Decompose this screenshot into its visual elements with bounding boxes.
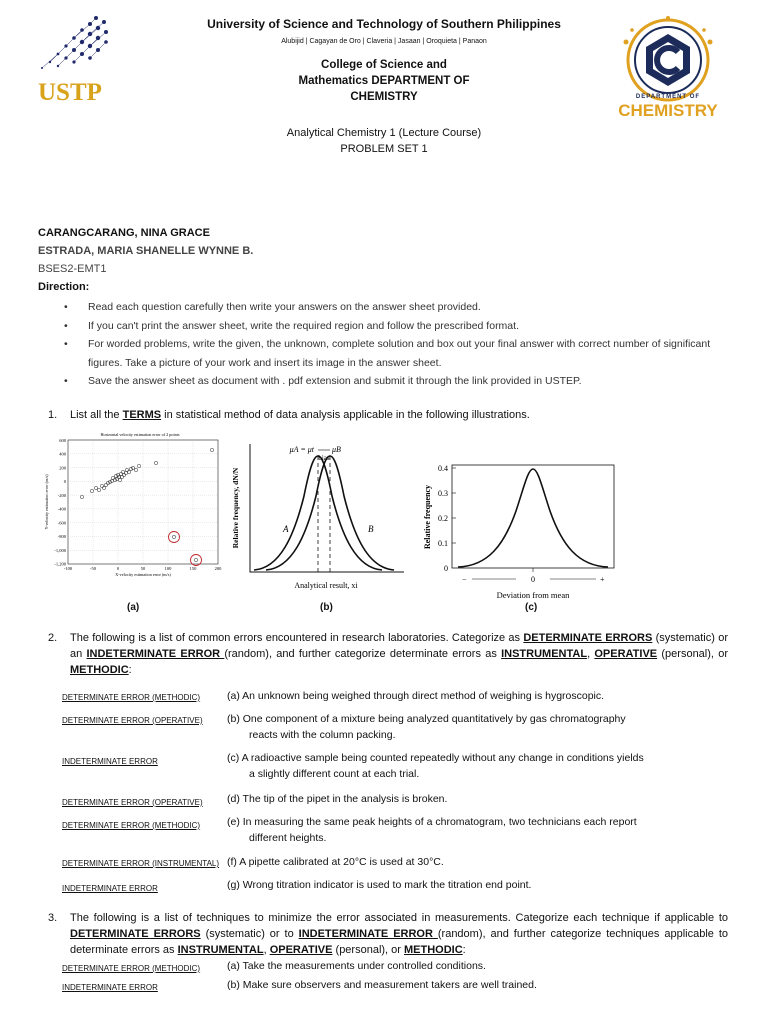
q2-text-3: (random), and further categorize determinate errors as [224, 648, 502, 660]
figure-c-normal-curve [418, 455, 618, 605]
figure-b-plot-frame [250, 444, 404, 572]
figure-a-ytick: 400 [59, 451, 66, 457]
keyword-determinate: DETERMINATE ERRORS [523, 632, 653, 644]
keyword-determinate: DETERMINATE ERRORS [70, 928, 201, 940]
figure-a-ytick: -800 [57, 534, 66, 540]
question-text [48, 630, 728, 678]
answer-label: INDETERMINATE ERROR [62, 884, 158, 893]
figure-a-ytick: 600 [59, 438, 66, 443]
direction-item: • If you can't print the answer sheet, write the required region and follow the prescribed format. [62, 317, 712, 336]
q2-text-1: The following is a list of common errors encountered in research laboratories. Categorize as [70, 632, 524, 644]
direction-item: • For worded problems, write the given, the unknown, complete solution and box out your final answer with correct number of significant figures. Take a picture of your work and insert its image in the answer sheet. [62, 335, 712, 372]
answer-label: INDETERMINATE ERROR [62, 983, 158, 992]
logo-ring-text: DEPARTMENT OF [635, 94, 701, 100]
figure-c-minus: − [462, 575, 467, 584]
item-line: (f) A pipette calibrated at 20°C is used at 30°C. [227, 856, 444, 868]
answer-label: DETERMINATE ERROR (METHODIC) [62, 821, 201, 830]
item-line: (e) In measuring the same peak heights of a chromatogram, two technicians each report [227, 816, 637, 828]
item-line-continued: different heights. [249, 831, 327, 844]
figure-a-caption: (a) [127, 602, 140, 613]
q3-text-3: (random), and further categorize techniques applicable to determinate errors as [70, 928, 728, 956]
question-text [48, 407, 728, 423]
question-text [48, 910, 728, 958]
figure-a-ytick: -600 [57, 520, 66, 526]
q2-text-4: , [587, 648, 595, 660]
figure-a-xtick: 0 [116, 566, 120, 571]
figure-a-ytick: -1,200 [54, 561, 66, 567]
figure-c-xlabel: Deviation from mean [496, 590, 570, 600]
q2-text-5: (personal), or [657, 648, 728, 660]
answer-label: DETERMINATE ERROR (METHODIC) [62, 693, 201, 702]
figure-b-bias-label: bias [318, 454, 330, 462]
direction-item: • Save the answer sheet as document with . pdf extension and submit it through the link provided in USTEP. [62, 372, 712, 391]
answer-label: DETERMINATE ERROR (OPERATIVE) [62, 716, 203, 725]
item-line: (d) The tip of the pipet in the analysis is broken. [227, 793, 448, 805]
figure-a-outlier-markers [169, 532, 202, 566]
student-name-2: ESTRADA, MARIA SHANELLE WYNNE B. [38, 245, 254, 257]
figure-c-plus: + [600, 575, 605, 584]
answer-label: INDETERMINATE ERROR [62, 757, 158, 766]
course-title: Analytical Chemistry 1 (Lecture Course) [286, 127, 482, 139]
problem-set-title: PROBLEM SET 1 [340, 143, 428, 155]
ustp-logo-text: USTP [38, 79, 102, 104]
figure-a-ytick: -400 [57, 506, 66, 512]
figure-b-caption: (b) [320, 602, 333, 613]
q3-text-2: (systematic) or to [200, 928, 299, 940]
figure-c-ytick: 0.1 [438, 539, 448, 548]
college-department [0, 57, 768, 105]
figure-a-points [80, 448, 213, 561]
figure-a-ytick: -200 [57, 492, 66, 498]
question-number: 3. [48, 912, 58, 924]
keyword-operative: OPERATIVE [594, 648, 658, 660]
terms-keyword: TERMS [122, 409, 162, 421]
question-number: 2. [48, 632, 58, 644]
item-line: (b) One component of a mixture being analyzed quantitatively by gas chromatography [227, 713, 626, 725]
figure-a-ytick: 0 [63, 479, 66, 484]
section-code: BSES2-EMT1 [38, 263, 107, 275]
item-text [227, 689, 727, 705]
figure-c-ytick: 0.3 [438, 489, 448, 498]
college-line-2: Mathematics DEPARTMENT OF [298, 75, 470, 87]
item-line: (g) Wrong titration indicator is used to mark the titration end point. [227, 879, 532, 891]
item-text [227, 751, 727, 782]
chemistry-logo-text: CHEMISTRY [618, 101, 718, 120]
figure-b-curve-a-label: A [283, 524, 289, 534]
figure-b-mu-b: μB [332, 445, 341, 454]
figure-a-xtick: 150 [189, 566, 197, 571]
keyword-instrumental: INSTRUMENTAL [501, 648, 588, 660]
figure-b-curve-b-label: B [368, 524, 374, 534]
figure-c-curve [458, 469, 608, 567]
figure-c-ytick: 0.4 [438, 464, 448, 473]
figure-a-grid [68, 440, 218, 564]
item-text [227, 712, 727, 743]
figure-b-ylabel: Relative frequency, dN/N [231, 467, 240, 549]
item-text [227, 855, 727, 871]
q3-text-6: : [462, 944, 466, 956]
q1-text-post: in statistical method of data analysis applicable in the following illustrations. [161, 409, 530, 421]
keyword-methodic: METHODIC [404, 944, 463, 956]
item-line-continued: a slightly different count at each trial. [249, 767, 420, 780]
keyword-indeterminate: INDETERMINATE ERROR [86, 648, 225, 660]
direction-item: • Read each question carefully then write your answers on the answer sheet provided. [62, 298, 712, 317]
university-name: University of Science and Technology of Southern Philippines [207, 17, 561, 31]
figure-a-xtick: -100 [63, 566, 73, 571]
college-line-1: College of Science and [321, 59, 447, 71]
answer-label: DETERMINATE ERROR (OPERATIVE) [62, 798, 203, 807]
item-line: (a) Take the measurements under controlled conditions. [227, 960, 486, 972]
item-line-continued: reacts with the column packing. [249, 728, 396, 741]
figure-b-bias-curves [228, 436, 406, 596]
figure-a-xlabel: X-velocity estimation error (m/s) [115, 572, 171, 577]
item-line: (b) Make sure observers and measurement takers are well trained. [227, 979, 537, 991]
figure-c-ytick: 0.2 [438, 514, 448, 523]
answer-label: DETERMINATE ERROR (INSTRUMENTAL) [62, 859, 220, 868]
figure-c-caption: (c) [525, 602, 538, 613]
item-text [227, 878, 727, 894]
directions-label: Direction: [38, 281, 90, 293]
figure-a-xtick: 200 [214, 566, 222, 571]
question-2 [48, 630, 728, 678]
question-number: 1. [48, 409, 58, 421]
figure-a-xtick: 50 [140, 566, 146, 571]
figure-b-mu-a: μA = μt [289, 445, 314, 454]
item-text [227, 959, 727, 975]
figure-c-plot-frame [452, 465, 614, 568]
college-line-3: CHEMISTRY [350, 91, 418, 103]
campus-list: Alubijid | Cagayan de Oro | Claveria | Jasaan | Oroquieta | Panaon [281, 38, 487, 45]
question-1 [48, 407, 728, 423]
keyword-methodic: METHODIC [70, 664, 129, 676]
figure-c-center-tick: 0 [531, 575, 535, 584]
figure-a-ytick: -1,000 [54, 547, 66, 553]
item-text [227, 978, 727, 994]
q1-text-pre: List all the [70, 409, 123, 421]
figure-c-ylabel: Relative frequency [423, 484, 432, 550]
figure-a-title: Horizontal velocity estimation error of 2 points [100, 432, 180, 437]
figure-a-ylabel: Y-velocity estimation error (m/s) [44, 474, 49, 530]
answer-label: DETERMINATE ERROR (METHODIC) [62, 964, 201, 973]
item-text [227, 815, 727, 846]
figure-a-ytick: 200 [59, 465, 66, 471]
keyword-indeterminate: INDETERMINATE ERROR [298, 928, 438, 940]
figure-b-xlabel: Analytical result, xi [294, 581, 358, 590]
q2-text-2: (systematic) or an [70, 632, 728, 660]
keyword-operative: OPERATIVE [269, 944, 333, 956]
item-text [227, 792, 727, 808]
figure-a-xtick: 100 [164, 566, 172, 571]
figure-a-scatter-plot [36, 428, 224, 578]
q3-text-1: The following is a list of techniques to minimize the error associated in measurements. Categorize each technique if applicable to [70, 912, 728, 924]
item-line: (a) An unknown being weighed through direct method of weighing is hygroscopic. [227, 690, 605, 702]
figure-c-ytick: 0 [444, 564, 448, 573]
student-name-1: CARANGCARANG, NINA GRACE [38, 227, 210, 239]
keyword-instrumental: INSTRUMENTAL [177, 944, 264, 956]
question-3 [48, 910, 728, 958]
q2-text-6: : [128, 664, 132, 676]
q3-text-5: (personal), or [332, 944, 404, 956]
item-line: (c) A radioactive sample being counted repeatedly without any change in conditions yields [227, 752, 644, 764]
figure-a-xtick: -50 [90, 566, 96, 571]
directions-list [62, 298, 712, 391]
q3-text-4: , [263, 944, 270, 956]
